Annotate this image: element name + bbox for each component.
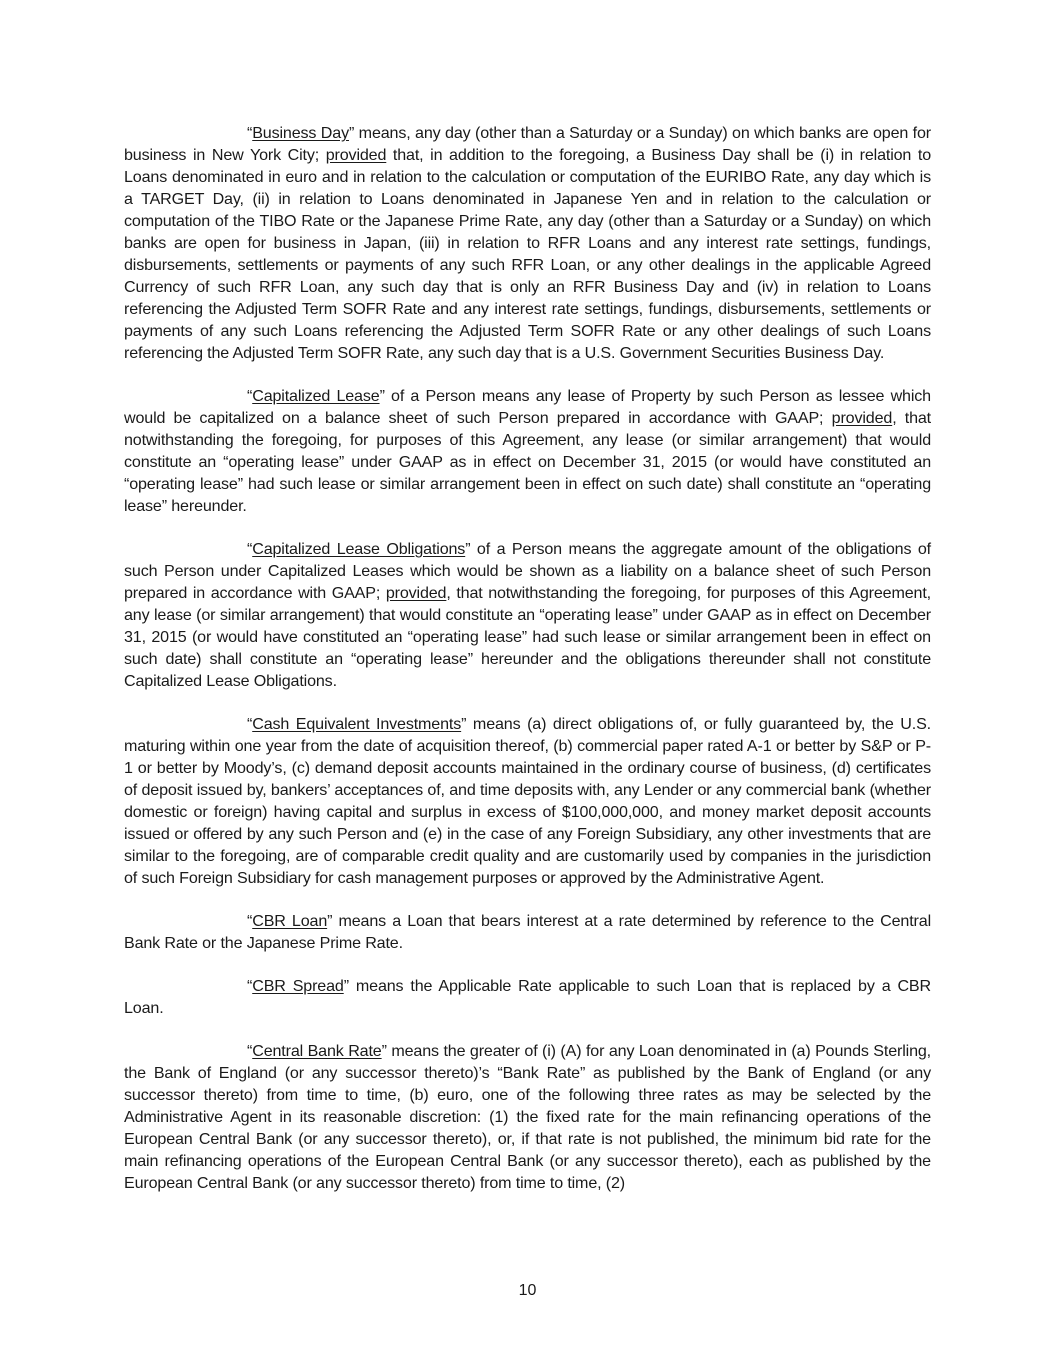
provided-underline: provided bbox=[831, 409, 893, 427]
document-page bbox=[124, 122, 931, 1215]
definition-cash-equivalent-investments: “Cash Equivalent Investments” means (a) direct obligations of, or fully guaranteed by, the U.S. maturing within one year from the date of acquisition thereof, (b) commercial paper rated A-1 or better by S&P or P-1 or better by Moody’s, (c) demand deposit accounts maintained in the ordinary course of business, (d) certificates of deposit issued by, bankers’ acceptances of, and time deposits with, any Lender or any commercial bank (whether domestic or foreign) having capital and surplus in excess of $100,000,000, and money market deposit accounts issued or offered by any such Person and (e) in the case of any Foreign Subsidiary, any other investments that are similar to the foregoing, are of comparable credit quality and are customarily used by companies in the jurisdiction of such Foreign Subsidiary for cash management purposes or approved by the Administrative Agent. bbox=[124, 715, 931, 887]
definition-capitalized-lease: “Capitalized Lease” of a Person means any lease of Property by such Person as lessee which would be capitalized on a balance sheet of such Person prepared in accordance with GAAP; provided, that notwithstanding the foregoing, for purposes of this Agreement, any lease (or similar arrangement) that would constitute an “operating lease” under GAAP as in effect on December 31, 2015 (or would have constituted an “operating lease” had such lease or similar arrangement been in effect on such date) shall constitute an “operating lease” hereunder. bbox=[124, 387, 932, 515]
defined-term: Business Day bbox=[252, 124, 349, 142]
defined-term: CBR Spread bbox=[252, 977, 344, 995]
definition-business-day: “Business Day” means, any day (other than a Saturday or a Sunday) on which banks are open for business in New York City; provided that, in addition to the foregoing, a Business Day shall be (i) in relation to Loans denominated in euro and in relation to the calculation or computation of the EURIBO Rate, any day which is a TARGET Day, (ii) in relation to Loans denominated in Japanese Yen and in relation to the calculation or computation of the TIBO Rate or the Japanese Prime Rate, any day (other than a Saturday or a Sunday) on which banks are open for business in Japan, (iii) in relation to RFR Loans and any interest rate settings, fundings, disbursements, settlements or payments of any such RFR Loan, or any other dealings in the applicable Agreed Currency of such RFR Loan, any such day that is only an RFR Business Day and (iv) in relation to Loans referencing the Adjusted Term SOFR Rate and any interest rate settings, fundings, disbursements, settlements or payments of any such Loans referencing the Adjusted Term SOFR Rate or any other dealings of such Loans referencing the Adjusted Term SOFR Rate, any such day that is a U.S. Government Securities Business Day. bbox=[124, 124, 932, 362]
definition-central-bank-rate: “Central Bank Rate” means the greater of (i) (A) for any Loan denominated in (a) Pounds Sterling, the Bank of England (or any successor thereto)’s “Bank Rate” as published by the Bank of England (or any successor thereto) from time to time, (b) euro, one of the following three rates as may be selected by the Administrative Agent in its reasonable discretion: (1) the fixed rate for the main refinancing operations of the European Central Bank (or any successor thereto), or, if that rate is not published, the minimum bid rate for the main refinancing operations of the European Central Bank (or any successor thereto), each as published by the European Central Bank (or any successor thereto) from time to time, (2) bbox=[124, 1042, 931, 1192]
definition-cbr-loan: “CBR Loan” means a Loan that bears interest at a rate determined by reference to the Central Bank Rate or the Japanese Prime Rate. bbox=[124, 912, 931, 952]
page-number: 10 bbox=[518, 1282, 537, 1299]
defined-term: Cash Equivalent Investments bbox=[252, 715, 462, 733]
definition-capitalized-lease-obligations: “Capitalized Lease Obligations” of a Person means the aggregate amount of the obligations of such Person under Capitalized Leases which would be shown as a liability on a balance sheet of such Person prepared in accordance with GAAP; provided, that notwithstanding the foregoing, for purposes of this Agreement, any lease (or similar arrangement) that would constitute an “operating lease” under GAAP as in effect on December 31, 2015 (or would have constituted an “operating lease” had such lease or similar arrangement been in effect on such date) shall constitute an “operating lease” hereunder and the obligations thereunder shall not constitute Capitalized Lease Obligations. bbox=[124, 540, 932, 690]
provided-underline: provided bbox=[325, 146, 387, 164]
defined-term: Capitalized Lease bbox=[252, 387, 380, 405]
defined-term: Central Bank Rate bbox=[252, 1042, 382, 1060]
defined-term: Capitalized Lease Obligations bbox=[252, 540, 466, 558]
defined-term: CBR Loan bbox=[252, 912, 328, 930]
provided-underline: provided bbox=[385, 584, 447, 602]
definition-cbr-spread: “CBR Spread” means the Applicable Rate applicable to such Loan that is replaced by a CBR Loan. bbox=[124, 977, 931, 1017]
